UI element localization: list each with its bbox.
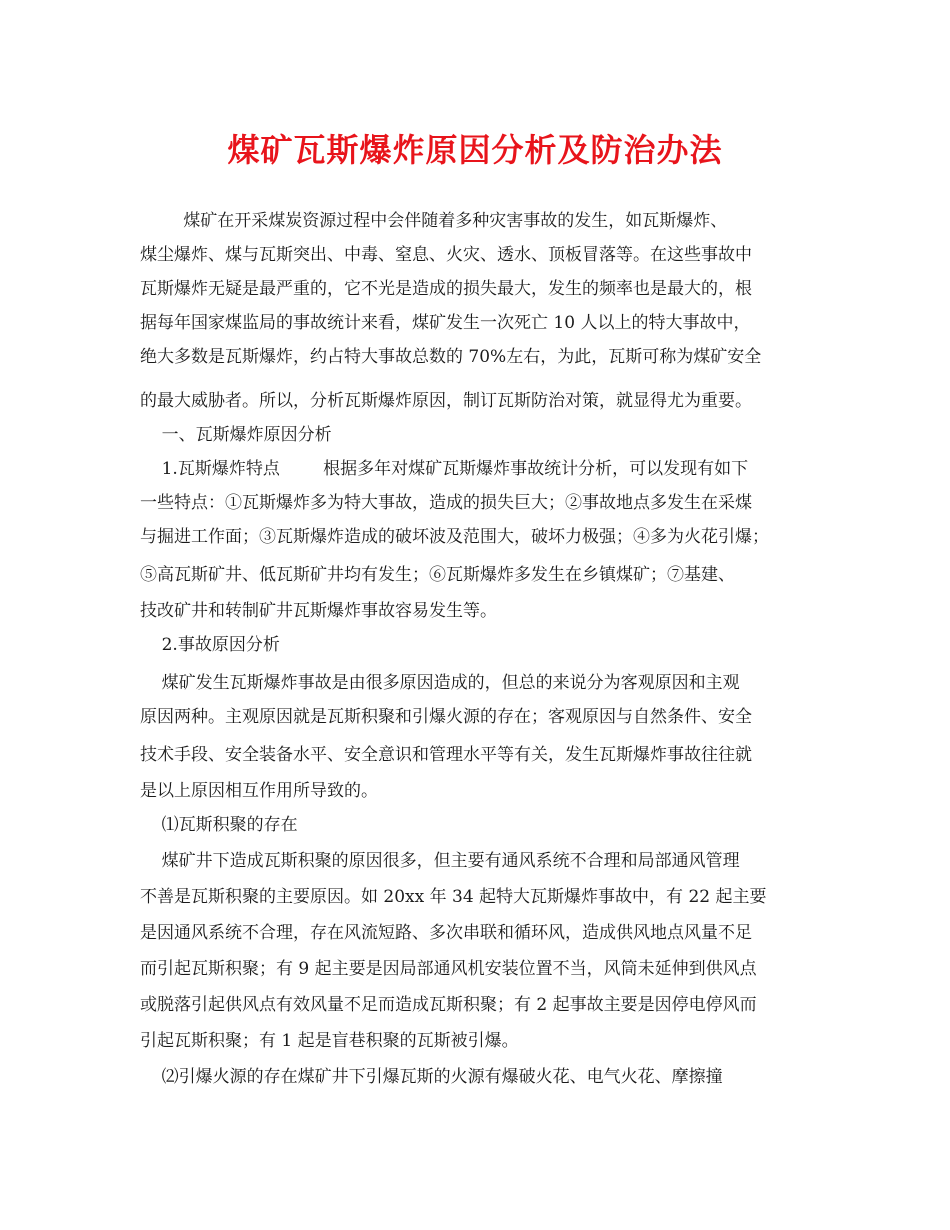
paragraph-line: ⑵引爆火源的存在煤矿井下引爆瓦斯的火源有爆破火花、电气火花、摩擦撞 bbox=[140, 1067, 723, 1087]
paragraph-line: 煤尘爆炸、煤与瓦斯突出、中毒、窒息、火灾、透水、顶板冒落等。在这些事故中 bbox=[140, 245, 752, 265]
document-title: 煤矿瓦斯爆炸原因分析及防治办法 bbox=[227, 131, 723, 169]
paragraph-line: 煤矿发生瓦斯爆炸事故是由很多原因造成的，但总的来说分为客观原因和主观 bbox=[140, 673, 740, 693]
paragraph-line: 引起瓦斯积聚；有 1 起是盲巷积聚的瓦斯被引爆。 bbox=[140, 1031, 519, 1051]
paragraph-line: 据每年国家煤监局的事故统计来看，煤矿发生一次死亡 10 人以上的特大事故中， bbox=[140, 313, 751, 333]
paragraph-line: 瓦斯爆炸无疑是最严重的，它不光是造成的损失最大，发生的频率也是最大的，根 bbox=[140, 279, 752, 299]
subsection-heading: ⑴瓦斯积聚的存在 bbox=[140, 815, 298, 835]
subsection-heading: 2.事故原因分析 bbox=[140, 635, 280, 655]
paragraph-line: 原因两种。主观原因就是瓦斯积聚和引爆火源的存在；客观原因与自然条件、安全 bbox=[140, 707, 752, 727]
paragraph-line: 一些特点：①瓦斯爆炸多为特大事故，造成的损失巨大；②事故地点多发生在采煤 bbox=[140, 493, 752, 513]
paragraph-line: 绝大多数是瓦斯爆炸，约占特大事故总数的 70%左右，为此，瓦斯可称为煤矿安全 bbox=[140, 347, 762, 367]
paragraph-line: 是以上原因相互作用所导致的。 bbox=[140, 781, 378, 801]
paragraph-line: 或脱落引起供风点有效风量不足而造成瓦斯积聚；有 2 起事故主要是因停电停风而 bbox=[140, 995, 757, 1015]
paragraph-line: 技改矿井和转制矿井瓦斯爆炸事故容易发生等。 bbox=[140, 601, 497, 621]
paragraph-line: 不善是瓦斯积聚的主要原因。如 20xx 年 34 起特大瓦斯爆炸事故中，有 22 起主要 bbox=[140, 887, 767, 907]
paragraph-line: ⑤高瓦斯矿井、低瓦斯矿井均有发生；⑥瓦斯爆炸多发生在乡镇煤矿；⑦基建、 bbox=[140, 565, 735, 585]
paragraph-line: 而引起瓦斯积聚；有 9 起主要是因局部通风机安装位置不当，风筒未延伸到供风点 bbox=[140, 959, 757, 979]
paragraph-line: 技术手段、安全装备水平、安全意识和管理水平等有关，发生瓦斯爆炸事故往往就 bbox=[140, 745, 752, 765]
paragraph-line: 1.瓦斯爆炸特点 根据多年对煤矿瓦斯爆炸事故统计分析，可以发现有如下 bbox=[140, 459, 749, 479]
paragraph-line: 的最大威胁者。所以，分析瓦斯爆炸原因，制订瓦斯防治对策，就显得尤为重要。 bbox=[140, 391, 752, 411]
paragraph-line: 是因通风系统不合理，存在风流短路、多次串联和循环风，造成供风地点风量不足 bbox=[140, 923, 752, 943]
paragraph-line: 煤矿在开采煤炭资源过程中会伴随着多种灾害事故的发生，如瓦斯爆炸、 bbox=[140, 211, 728, 231]
paragraph-line: 煤矿井下造成瓦斯积聚的原因很多，但主要有通风系统不合理和局部通风管理 bbox=[140, 851, 740, 871]
section-heading: 一、瓦斯爆炸原因分析 bbox=[140, 425, 332, 445]
paragraph-line: 与掘进工作面；③瓦斯爆炸造成的破坏波及范围大，破坏力极强；④多为火花引爆； bbox=[140, 527, 769, 547]
